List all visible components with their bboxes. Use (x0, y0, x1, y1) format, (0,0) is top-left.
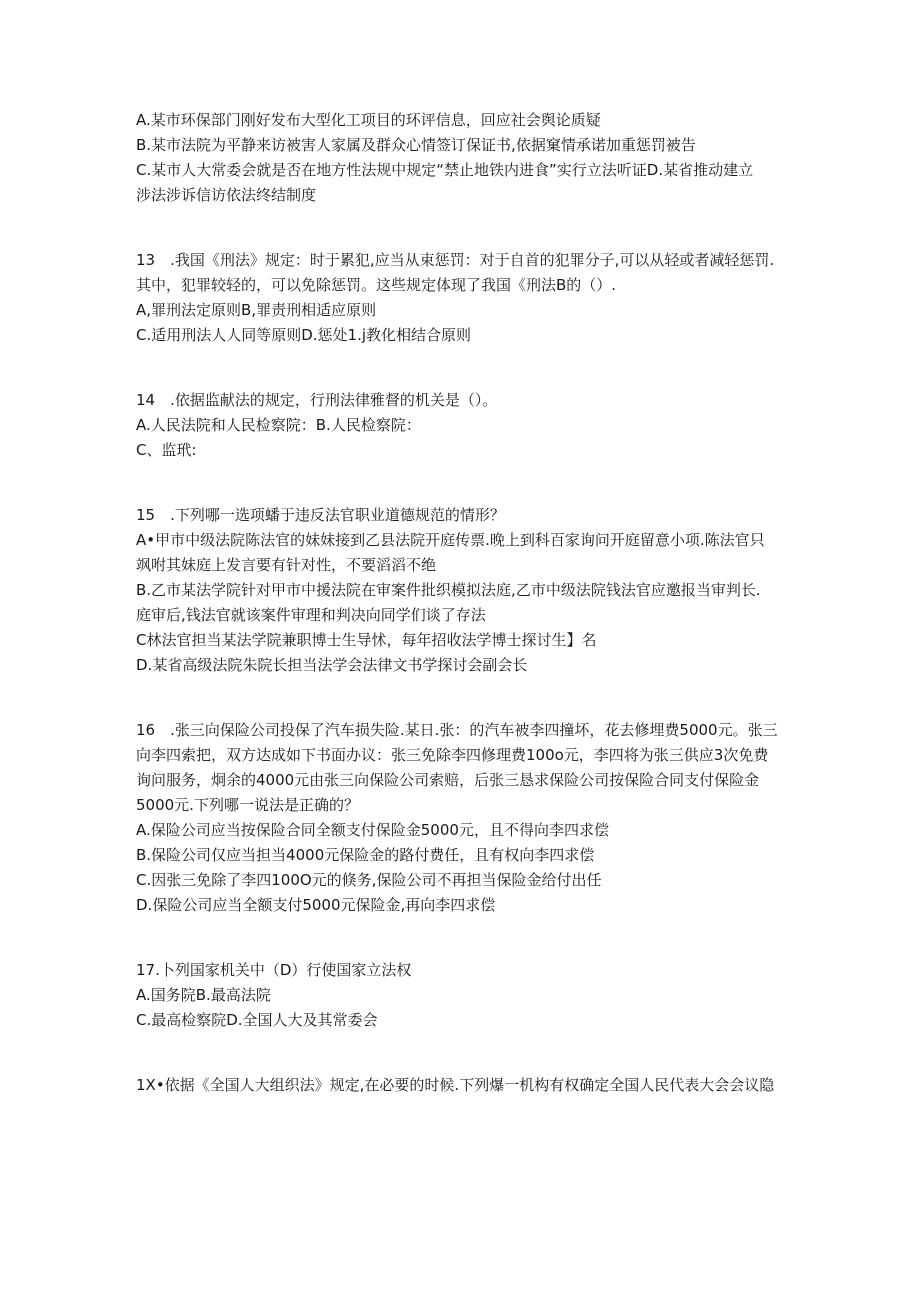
option-d: D.某省高级法院朱院长担当法学会法律文书学探讨会副会长 (136, 656, 528, 674)
option-c-d: C.适用刑法人人同等原则D.惩处1.j教化相结合原则 (136, 326, 472, 344)
option-a: A.保险公司应当按保险合同全额支付保险金5000元，且不得向李四求偿 (136, 821, 609, 839)
question-text-continued: 向李四索把，双方达成如下书面办议：张三免除李四修理费100o元，李四将为张三供应3次免费 (136, 746, 769, 764)
question-15 (136, 503, 791, 678)
question-text: 16 .张三向保险公司投保了汽车损失险.某日.张：的汽车被李四撞坏，花去修埋费5000元。张三 (136, 721, 778, 739)
question-12-options (136, 108, 791, 208)
option-c: C、监玳: (136, 441, 197, 459)
question-text: 15 .下列哪一选项蟠于违反法官职业道德规范的情形？ (136, 506, 505, 524)
option-b: B.乙市某法学院针对甲市中援法院在审案件批织模拟法庭,乙市中级法院钱法官应邀报当审判长. (136, 581, 761, 599)
option-a-continued: 飒咐其妹庭上发言要有针对性，不要滔滔不绝 (136, 556, 437, 574)
question-text-continued: 询问服务，炯余的4000元由张三向保险公司索赔，后张三恳求保险公司按保险合同支付保险金 (136, 771, 760, 789)
option-d-continued: 涉法涉诉信访依法终结制度 (136, 186, 317, 204)
option-c-d: C.最高检察院D.全国人大及其常委会 (136, 1011, 378, 1029)
option-a: A•甲市中级法院陈法官的妹妹接到乙县法院开庭传票.晚上到科百家询问开庭留意小项.陈法官只 (136, 531, 765, 549)
option-c: C林法官担当某法学院兼职博士生导怵，每年招收法学博士探讨生】名 (136, 631, 597, 649)
document-page (136, 108, 791, 1098)
option-b-continued: 庭审后,钱法官就该案件审理和判决向同学们谈了存法 (136, 606, 486, 624)
question-text: 1X•依据《全国人大组织法》规定,在必要的时候.下列爆一机构有权确定全国人民代表大会会议隐 (136, 1076, 775, 1094)
option-c-d: C.某市人大常委会就是否在地方性法规中规定“禁止地铁内进食”实行立法听证D.某省推动建立 (136, 161, 754, 179)
question-text: 17.卜列国家机关中（D）行使国家立法权 (136, 961, 412, 979)
option-b: B.某市法院为平静来访被害人家属及群众心情签订保证书,依据窠情承诺加重惩罚被告 (136, 136, 696, 154)
question-17 (136, 958, 791, 1033)
option-d: D.保险公司应当全额支付5000元保险金,再向李四求偿 (136, 896, 496, 914)
option-a-b: A.国务院B.最高法院 (136, 986, 271, 1004)
question-18 (136, 1073, 791, 1098)
question-16 (136, 718, 791, 918)
question-text: 13 .我国《刑法》规定：时于累犯,应当从束惩罚：对于自首的犯罪分子,可以从轻或者减轻惩罚. (136, 251, 775, 269)
option-a: A.某市环保部门刚好发布大型化工项目的环评信息，回应社会舆论质疑 (136, 111, 601, 129)
question-13 (136, 248, 791, 348)
option-a-b: A.人民法院和人民检察院：B.人民检察院： (136, 416, 421, 434)
question-text: 14 .依据监献法的规定，行刑法律雅督的机关是（）。 (136, 391, 498, 409)
question-14 (136, 388, 791, 463)
option-a-b: A,罪刑法定原则B,罪责刑相适应原则 (136, 301, 377, 319)
question-text-continued: 5000元.下列哪一说法是正确的？ (136, 796, 359, 814)
option-b: B.保险公司仅应当担当4000元保险金的路付费任，且有权向李四求偿 (136, 846, 595, 864)
question-text-continued: 其中，犯罪较轻的，可以免除惩罚。这些规定体现了我国《刑法B的（）. (136, 276, 617, 294)
option-c: C.因张三免除了李四100O元的倏务,保险公司不再担当保险金给付出任 (136, 871, 602, 889)
